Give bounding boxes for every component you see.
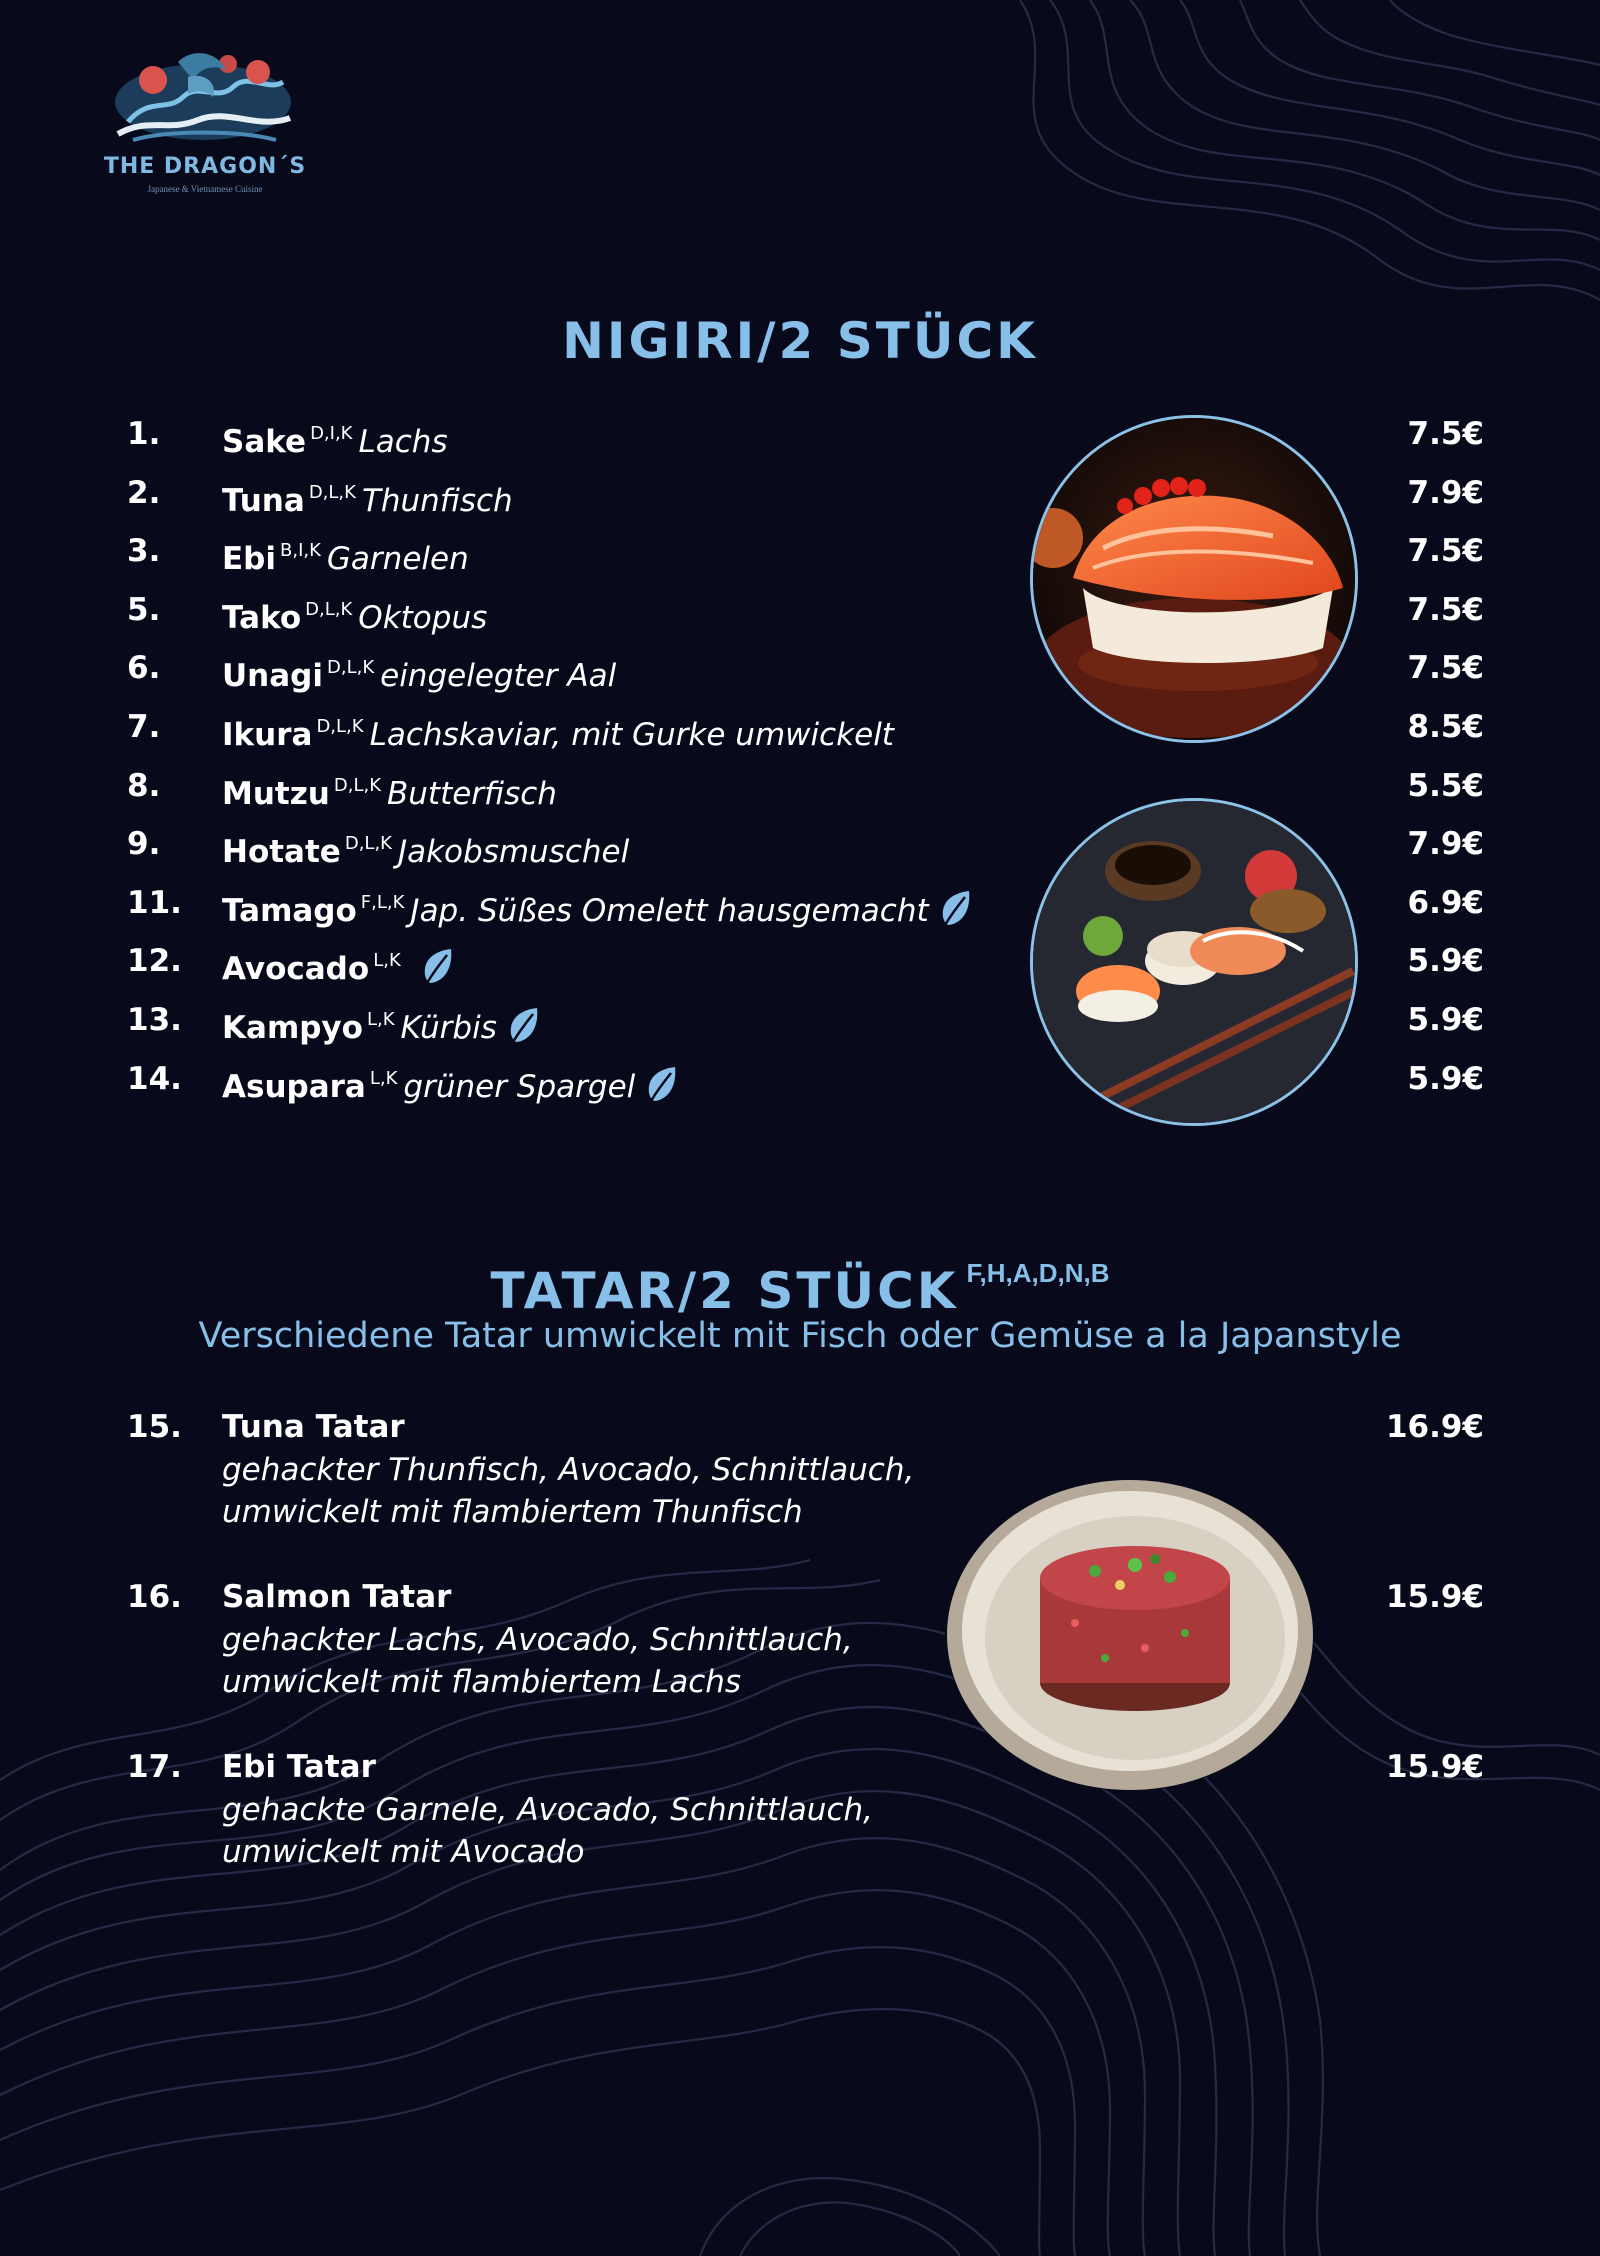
item-name: Hotate bbox=[222, 834, 341, 871]
item-description-line: umwickelt mit flambiertem Lachs bbox=[222, 1664, 742, 1700]
item-allergens: D,I,K bbox=[310, 423, 353, 444]
item-description bbox=[222, 991, 541, 1057]
menu-item bbox=[0, 464, 1600, 522]
item-number: 15. bbox=[127, 1409, 182, 1445]
item-price: 5.9€ bbox=[1407, 1060, 1484, 1097]
item-name: Mutzu bbox=[222, 775, 330, 812]
menu-item bbox=[0, 991, 1600, 1049]
item-name: Ebi bbox=[222, 541, 276, 578]
item-number: 1. bbox=[127, 416, 161, 452]
item-translation: Lachs bbox=[358, 424, 448, 460]
item-description bbox=[222, 1449, 942, 1533]
item-description bbox=[222, 405, 448, 471]
tatar-section-title bbox=[0, 1258, 1600, 1320]
menu-item bbox=[0, 639, 1600, 697]
item-allergens: D,L,K bbox=[316, 716, 364, 737]
menu-item bbox=[0, 932, 1600, 990]
item-description bbox=[222, 581, 487, 647]
item-number: 5. bbox=[127, 591, 161, 628]
item-description-line: gehackter Lachs, Avocado, Schnittlauch, bbox=[222, 1622, 853, 1658]
item-allergens: D,L,K bbox=[344, 833, 392, 855]
menu-item bbox=[0, 1050, 1600, 1108]
item-description-line: umwickelt mit flambiertem Thunfisch bbox=[222, 1494, 803, 1530]
item-name: Tamago bbox=[222, 892, 357, 929]
item-number: 17. bbox=[127, 1749, 182, 1785]
item-description bbox=[222, 874, 973, 940]
menu-item bbox=[0, 757, 1600, 815]
item-allergens: L,K bbox=[366, 1009, 395, 1030]
item-name: Salmon Tatar bbox=[222, 1579, 452, 1615]
salmon-nigiri-photo bbox=[1030, 415, 1358, 743]
item-allergens: D,L,K bbox=[333, 774, 381, 796]
item-number: 8. bbox=[127, 767, 161, 804]
item-name: Unagi bbox=[222, 658, 323, 695]
item-translation: Butterfisch bbox=[387, 775, 557, 812]
item-name: Sake bbox=[222, 424, 307, 460]
leaf-icon bbox=[939, 889, 973, 927]
leaf-icon bbox=[421, 947, 455, 985]
tatar-title-text: TATAR/2 STÜCK bbox=[490, 1262, 959, 1320]
item-description bbox=[222, 1789, 942, 1873]
item-price: 5.9€ bbox=[1407, 1002, 1484, 1038]
item-translation: grüner Spargel bbox=[403, 1068, 636, 1105]
item-price: 5.5€ bbox=[1407, 767, 1484, 804]
item-number: 3. bbox=[127, 533, 161, 570]
tatar-item bbox=[0, 1405, 1600, 1555]
item-translation: Jap. Süßes Omelett hausgemacht bbox=[410, 892, 929, 929]
item-number: 12. bbox=[127, 943, 182, 980]
item-price: 7.5€ bbox=[1407, 533, 1484, 570]
leaf-icon bbox=[507, 1006, 541, 1044]
item-description-line: gehackter Thunfisch, Avocado, Schnittlauch, bbox=[222, 1452, 915, 1488]
item-description bbox=[222, 815, 629, 881]
sushi-platter-photo bbox=[1030, 798, 1358, 1126]
item-price: 8.5€ bbox=[1407, 709, 1484, 745]
menu-item bbox=[0, 815, 1600, 873]
tatar-allergens: F,H,A,D,N,B bbox=[966, 1258, 1110, 1288]
item-allergens: D,L,K bbox=[305, 598, 353, 620]
item-price: 15.9€ bbox=[1385, 1579, 1484, 1615]
item-allergens: D,L,K bbox=[308, 481, 356, 503]
item-name: Kampyo bbox=[222, 1010, 363, 1046]
item-price: 15.9€ bbox=[1385, 1749, 1484, 1785]
dragon-logo-icon bbox=[108, 42, 298, 147]
nigiri-section-title: NIGIRI/2 STÜCK bbox=[562, 312, 1038, 370]
menu-item bbox=[0, 581, 1600, 639]
menu-item bbox=[0, 698, 1600, 756]
menu-item bbox=[0, 874, 1600, 932]
item-allergens: F,L,K bbox=[360, 891, 405, 913]
item-description-line: umwickelt mit Avocado bbox=[222, 1834, 585, 1870]
item-translation: Oktopus bbox=[358, 599, 488, 636]
item-price: 7.5€ bbox=[1407, 591, 1484, 628]
item-translation: Garnelen bbox=[326, 541, 469, 578]
item-number: 2. bbox=[127, 474, 161, 511]
item-price: 16.9€ bbox=[1385, 1409, 1484, 1445]
item-allergens: L,K bbox=[373, 950, 401, 972]
item-price: 6.9€ bbox=[1407, 884, 1484, 921]
item-number: 6. bbox=[127, 650, 161, 687]
tatar-item bbox=[0, 1745, 1600, 1895]
tuna-tatar-photo bbox=[945, 1473, 1315, 1791]
item-description bbox=[222, 522, 469, 588]
item-name: Tako bbox=[222, 599, 302, 636]
item-description bbox=[222, 1619, 942, 1703]
item-price: 7.9€ bbox=[1407, 826, 1484, 863]
menu-item bbox=[0, 405, 1600, 463]
item-number: 16. bbox=[127, 1579, 182, 1615]
item-allergens: D,L,K bbox=[326, 657, 375, 679]
item-number: 14. bbox=[127, 1060, 182, 1097]
item-translation: eingelegter Aal bbox=[380, 658, 617, 695]
brand-name: THE DRAGON´S bbox=[103, 154, 307, 179]
tatar-subtitle: Verschiedene Tatar umwickelt mit Fisch oder Gemüse a la Japanstyle bbox=[198, 1316, 1402, 1356]
item-translation: Jakobsmuschel bbox=[397, 834, 630, 871]
item-description-line: gehackte Garnele, Avocado, Schnittlauch, bbox=[222, 1792, 873, 1828]
item-description bbox=[222, 1050, 679, 1116]
restaurant-logo bbox=[90, 42, 320, 202]
item-name: Ebi Tatar bbox=[222, 1749, 376, 1785]
item-allergens: L,K bbox=[369, 1067, 398, 1089]
item-allergens: B,I,K bbox=[280, 540, 321, 562]
tatar-item bbox=[0, 1575, 1600, 1725]
item-number: 9. bbox=[127, 826, 161, 863]
item-price: 7.5€ bbox=[1407, 416, 1484, 452]
item-translation: Kürbis bbox=[400, 1010, 497, 1046]
item-name: Asupara bbox=[222, 1068, 366, 1105]
brand-tagline: Japanese & Vietnamese Cuisine bbox=[147, 184, 263, 194]
item-price: 7.9€ bbox=[1407, 474, 1484, 511]
item-name: Avocado bbox=[222, 951, 370, 988]
item-number: 7. bbox=[127, 709, 161, 745]
item-name: Tuna bbox=[222, 482, 305, 519]
item-translation: Thunfisch bbox=[361, 482, 513, 519]
item-name: Ikura bbox=[222, 717, 313, 753]
item-description bbox=[222, 639, 616, 705]
item-name: Tuna Tatar bbox=[222, 1409, 405, 1445]
item-translation: Lachskaviar, mit Gurke umwickelt bbox=[369, 717, 894, 753]
item-description bbox=[222, 464, 513, 530]
item-description bbox=[222, 932, 455, 998]
item-description bbox=[222, 698, 894, 764]
item-number: 13. bbox=[127, 1002, 182, 1038]
leaf-icon bbox=[645, 1065, 679, 1103]
item-price: 5.9€ bbox=[1407, 943, 1484, 980]
item-description bbox=[222, 757, 557, 823]
menu-item bbox=[0, 522, 1600, 580]
item-price: 7.5€ bbox=[1407, 650, 1484, 687]
item-number: 11. bbox=[127, 884, 182, 921]
